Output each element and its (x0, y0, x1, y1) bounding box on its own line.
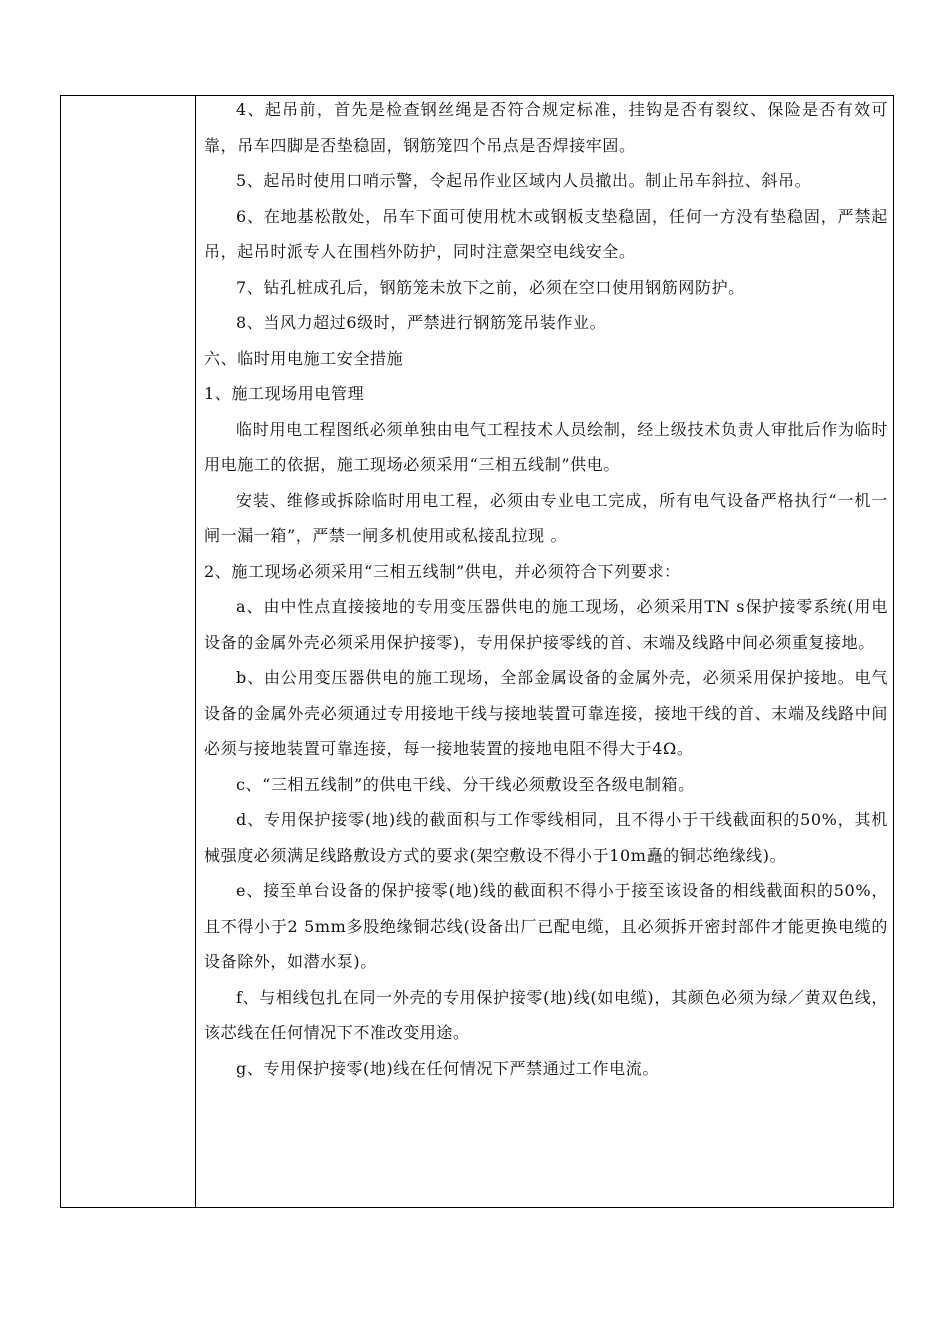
paragraph-item-f: f、与相线包扎在同一外壳的专用保护接零(地)线(如电缆)，其颜色必须为绿／黄双色线，该芯线在任何情况下不准改变用途。 (204, 987, 888, 1042)
paragraph-installation: 安装、维修或拆除临时用电工程，必须由专业电工完成，所有电气设备严格执行“一机一闸一漏一箱”，严禁一闸多机使用或私接乱拉现 。 (204, 490, 888, 545)
paragraph-item-a: a、由中性点直接接地的专用变压器供电的施工现场，必须采用TN s保护接零系统(用电设备的金属外壳必须采用保护接零)，专用保护接零线的首、末端及线路中间必须重复接地。 (204, 597, 888, 652)
paragraph-loose-ground: 6、在地基松散处，吊车下面可使用枕木或钢板支垫稳固，任何一方没有垫稳固，严禁起吊，起吊时派专人在围档外防护，同时注意架空电线安全。 (204, 206, 888, 261)
subheading-site-power-management: 1、施工现场用电管理 (204, 384, 365, 403)
paragraph-lifting-check: 4、起吊前，首先是检查钢丝绳是否符合规定标准，挂钩是否有裂纹、保险是否有效可靠，吊车四脚是否垫稳固，钢筋笼四个吊点是否焊接牢固。 (204, 100, 888, 155)
paragraph-wind-limit: 8、当风力超过6级时，严禁进行钢筋笼吊装作业。 (236, 313, 607, 332)
paragraph-hole-protection: 7、钻孔桩成孔后，钢筋笼未放下之前，必须在空口使用钢筋网防护。 (236, 277, 745, 297)
paragraph-item-c: c、“三相五线制”的供电干线、分干线必须敷设至各级电制箱。 (236, 774, 695, 794)
table-content-cell (204, 92, 888, 1086)
paragraph-item-d: d、专用保护接零(地)线的截面积与工作零线相同，且不得小于干线截面积的50%，其机械强度必须满足线路敷设方式的要求(架空敷设不得小于10m矗的铜芯绝缘线)。 (204, 810, 888, 865)
paragraph-item-b: b、由公用变压器供电的施工现场，全部金属设备的金属外壳，必须采用保护接地。电气设备的金属外壳必须通过专用接地干线与接地装置可靠连接，接地干线的首、末端及线路中间必须与接地装置可靠连接，每一接地装置的接地电阻不得大于4Ω。 (204, 668, 888, 758)
paragraph-item-g: g、专用保护接零(地)线在任何情况下严禁通过工作电流。 (236, 1058, 659, 1078)
table-column-divider (195, 95, 196, 1208)
subheading-three-phase-five-wire: 2、施工现场必须采用“三相五线制”供电，并必须符合下列要求： (204, 561, 681, 581)
paragraph-drawings: 临时用电工程图纸必须单独由电气工程技术人员绘制，经上级技术负责人审批后作为临时用电施工的依据，施工现场必须采用“三相五线制”供电。 (204, 419, 888, 474)
section-heading-temporary-power: 六、临时用电施工安全措施 (204, 348, 404, 368)
paragraph-whistle-warning: 5、起吊时使用口哨示警，令起吊作业区域内人员撤出。制止吊车斜拉、斜吊。 (236, 171, 812, 190)
paragraph-item-e: e、接至单台设备的保护接零(地)线的截面积不得小于接至该设备的相线截面积的50%，且不得小于2 5mm多股绝缘铜芯线(设备出厂已配电缆，且必须拆开密封部件才能更换电缆的设备除外，如潜水泵)。 (204, 881, 888, 971)
